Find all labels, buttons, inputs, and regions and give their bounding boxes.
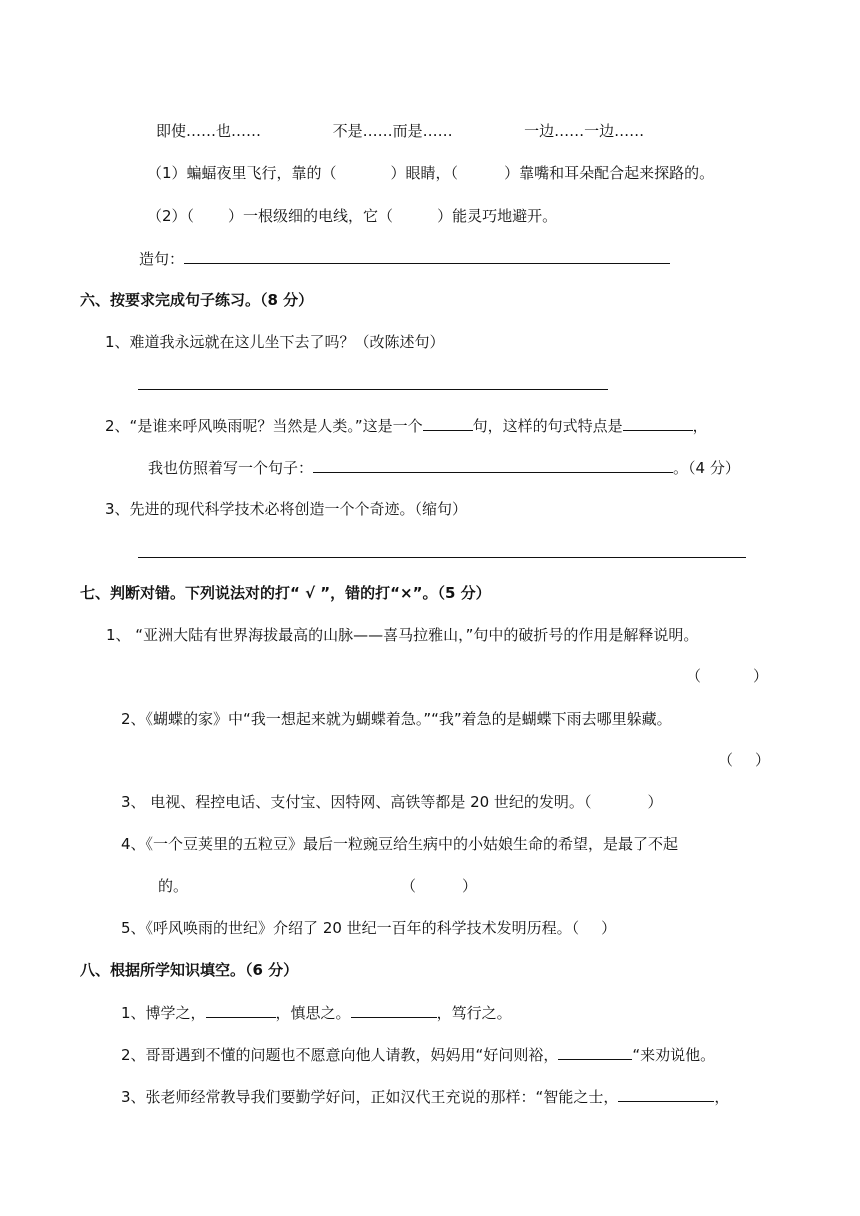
- sec5-question-2: [147, 205, 557, 227]
- answer-blank[interactable]: [623, 414, 693, 431]
- conjunction-option: 不是……而是……: [332, 122, 453, 140]
- question-text: ）能灵巧地避开。: [437, 207, 558, 225]
- question-text: 我也仿照着写一个句子：: [148, 459, 314, 477]
- question-text: ，: [714, 1088, 730, 1106]
- open-paren: （: [686, 667, 702, 685]
- answer-blank[interactable]: [423, 414, 473, 431]
- sec7-question-4-cont: [158, 875, 188, 897]
- question-text: ，: [692, 417, 708, 435]
- question-text: 2、哥哥遇到不懂的问题也不愿意向他人请教，妈妈用“好问则裕，: [121, 1046, 559, 1064]
- question-text: 3、张老师经常教导我们要勤学好问，正如汉代王充说的那样：“智能之士，: [121, 1088, 619, 1106]
- question-text: ，慎思之。: [275, 1004, 351, 1022]
- sec7-question-1: 1、 “亚洲大陆有世界海拔最高的山脉——喜马拉雅山，”句中的破折号的作用是解释说明。: [106, 626, 699, 644]
- sec6-question-2: [105, 414, 708, 437]
- sec7-question-5: [121, 917, 616, 939]
- question-text: ）靠嘴和耳朵配合起来探路的。: [504, 164, 715, 182]
- question-text: 1、博学之，: [121, 1004, 206, 1022]
- question-text: 句，这样的句式特点是: [472, 417, 623, 435]
- sec8-question-2: [121, 1043, 715, 1066]
- make-sentence-label: 造句：: [139, 250, 185, 268]
- sec6-question-3: 3、先进的现代科学技术必将创造一个个奇迹。（缩句）: [105, 500, 468, 518]
- question-text: （1）蝙蝠夜里飞行，靠的（: [147, 164, 337, 182]
- sec7-question-4: 4、《一个豆荚里的五粒豆》最后一粒豌豆给生病中的小姑娘生命的希望，是最了不起: [121, 835, 679, 853]
- close-paren: ）: [753, 667, 769, 685]
- conjunction-options: [156, 120, 644, 142]
- conjunction-option: 即使……也……: [156, 122, 262, 140]
- close-paren: ）: [601, 919, 617, 937]
- answer-blank[interactable]: [351, 1001, 437, 1018]
- question-text: 。（4 分）: [673, 459, 740, 477]
- question-text: ）眼睛，（: [390, 164, 459, 182]
- open-paren: （: [401, 877, 417, 895]
- answer-bracket[interactable]: [718, 749, 770, 771]
- answer-blank[interactable]: [618, 1085, 714, 1102]
- question-text: 的。: [158, 877, 189, 895]
- sec6-question-2-line2: [148, 456, 740, 479]
- section-7-heading: 七、判断对错。下列说法对的打“ √ ”，错的打“×”。（5 分）: [80, 584, 491, 602]
- answer-bracket[interactable]: [401, 875, 477, 897]
- section-6-heading: 六、按要求完成句子练习。（8 分）: [80, 291, 314, 309]
- close-paren: ）: [755, 751, 771, 769]
- sec7-question-2: 2、《蝴蝶的家》中“我一想起来就为蝴蝶着急。”“我”着急的是蝴蝶下雨去哪里躲藏。: [121, 710, 672, 728]
- open-paren: （: [718, 751, 734, 769]
- question-text: 5、《呼风唤雨的世纪》介绍了 20 世纪一百年的科学技术发明历程。（: [121, 919, 580, 937]
- sec8-question-1: [121, 1001, 512, 1024]
- answer-line[interactable]: [313, 456, 673, 473]
- answer-blank[interactable]: [206, 1001, 276, 1018]
- answer-bracket[interactable]: [686, 665, 768, 687]
- question-text: “来劝说他。: [632, 1046, 716, 1064]
- question-text: （2）（: [147, 207, 195, 225]
- sec7-question-3: [121, 791, 662, 813]
- answer-line[interactable]: [184, 247, 670, 264]
- sec5-question-1: [147, 162, 714, 184]
- section-8-heading: 八、根据所学知识填空。（6 分）: [80, 961, 299, 979]
- question-text: 3、 电视、程控电话、支付宝、因特网、高铁等都是 20 世纪的发明。（: [121, 793, 592, 811]
- answer-line[interactable]: [138, 373, 608, 390]
- answer-line[interactable]: [138, 541, 746, 558]
- conjunction-option: 一边……一边……: [524, 122, 645, 140]
- close-paren: ）: [462, 877, 478, 895]
- question-text: ）一根级细的电线，它（: [228, 207, 394, 225]
- sec8-question-3: [121, 1085, 729, 1108]
- question-text: ，笃行之。: [436, 1004, 512, 1022]
- close-paren: ）: [647, 793, 663, 811]
- sec6-question-1: 1、难道我永远就在这儿坐下去了吗？（改陈述句）: [105, 333, 445, 351]
- question-text: 2、“是谁来呼风唤雨呢？当然是人类。”这是一个: [105, 417, 423, 435]
- make-sentence-row: [139, 247, 670, 270]
- answer-blank[interactable]: [558, 1043, 632, 1060]
